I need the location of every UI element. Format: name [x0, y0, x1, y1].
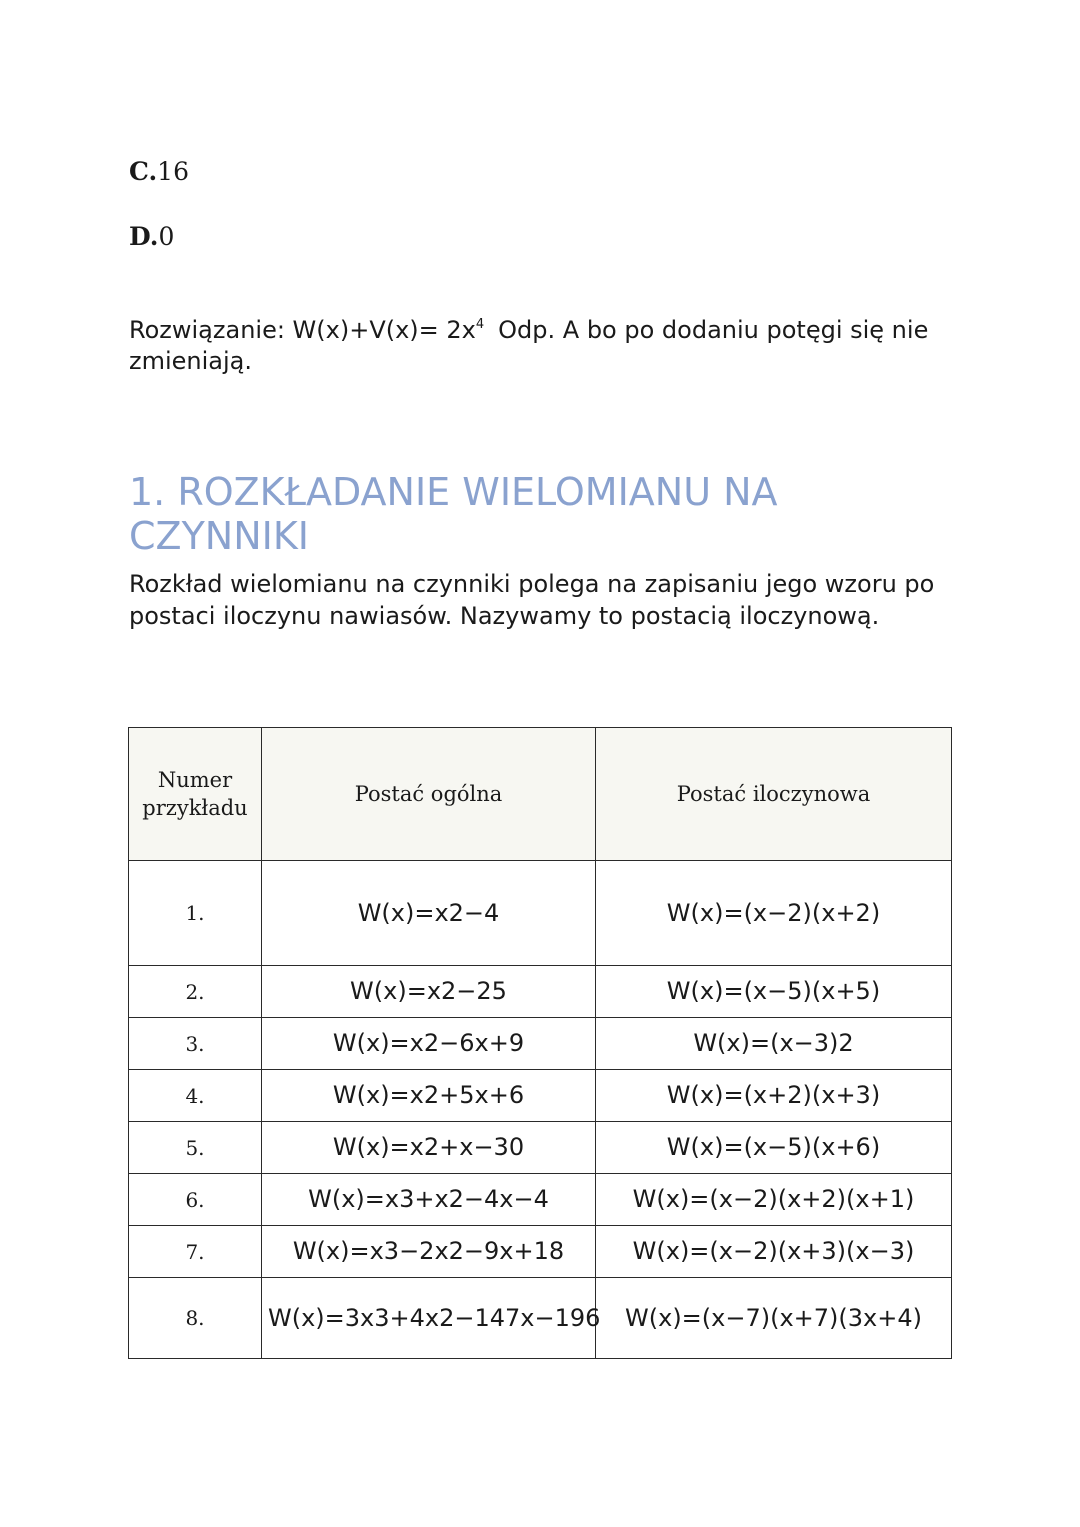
option-d-value: 0	[158, 222, 175, 251]
general-form: W(x)=x3−2x2−9x+18	[262, 1226, 596, 1278]
product-form: W(x)=(x−2)(x+2)(x+1)	[596, 1174, 952, 1226]
header-example-number: Numer przykładu	[129, 728, 262, 861]
header-general-form: Postać ogólna	[262, 728, 596, 861]
row-number: 7.	[129, 1226, 262, 1278]
table-row	[129, 1070, 952, 1122]
row-number: 1.	[129, 861, 262, 966]
general-form: W(x)=3x3+4x2−147x−196	[262, 1278, 596, 1359]
row-number: 3.	[129, 1018, 262, 1070]
solution-main: Rozwiązanie: W(x)+V(x)= 2x	[129, 316, 476, 344]
table-row	[129, 1278, 952, 1359]
section-heading: 1. ROZKŁADANIE WIELOMIANU NA CZYNNIKI	[129, 470, 778, 558]
row-number: 5.	[129, 1122, 262, 1174]
table-row	[129, 1122, 952, 1174]
solution-exponent: 4	[475, 317, 485, 332]
general-form: W(x)=x2+x−30	[262, 1122, 596, 1174]
answer-option-c	[129, 157, 189, 187]
table-row	[129, 1018, 952, 1070]
general-form: W(x)=x2−6x+9	[262, 1018, 596, 1070]
answer-option-d	[129, 222, 174, 252]
general-form: W(x)=x2+5x+6	[262, 1070, 596, 1122]
product-form: W(x)=(x−3)2	[596, 1018, 952, 1070]
product-form: W(x)=(x−5)(x+6)	[596, 1122, 952, 1174]
header-product-form: Postać iloczynowa	[596, 728, 952, 861]
product-form: W(x)=(x−2)(x+2)	[596, 861, 952, 966]
product-form: W(x)=(x−2)(x+3)(x−3)	[596, 1226, 952, 1278]
table-row	[129, 966, 952, 1018]
option-c-letter: C.	[129, 157, 158, 186]
table-header-row	[129, 728, 952, 861]
product-form: W(x)=(x−7)(x+7)(3x+4)	[596, 1278, 952, 1359]
general-form: W(x)=x3+x2−4x−4	[262, 1174, 596, 1226]
table-row	[129, 861, 952, 966]
factorization-table	[128, 727, 952, 1359]
option-d-letter: D.	[129, 222, 159, 251]
table-row	[129, 1226, 952, 1278]
general-form: W(x)=x2−4	[262, 861, 596, 966]
general-form: W(x)=x2−25	[262, 966, 596, 1018]
table-row	[129, 1174, 952, 1226]
row-number: 8.	[129, 1278, 262, 1359]
row-number: 2.	[129, 966, 262, 1018]
row-number: 6.	[129, 1174, 262, 1226]
solution-paragraph	[129, 309, 959, 377]
option-c-value: 16	[157, 157, 189, 186]
product-form: W(x)=(x−5)(x+5)	[596, 966, 952, 1018]
section-intro: Rozkład wielomianu na czynniki polega na zapisaniu jego wzoru po postaci iloczynu nawiasów. Nazywamy to postacią iloczynową.	[129, 570, 935, 630]
row-number: 4.	[129, 1070, 262, 1122]
product-form: W(x)=(x+2)(x+3)	[596, 1070, 952, 1122]
solution-answer: Odp. A bo po dodaniu potęgi się nie zmieniają.	[129, 316, 929, 375]
